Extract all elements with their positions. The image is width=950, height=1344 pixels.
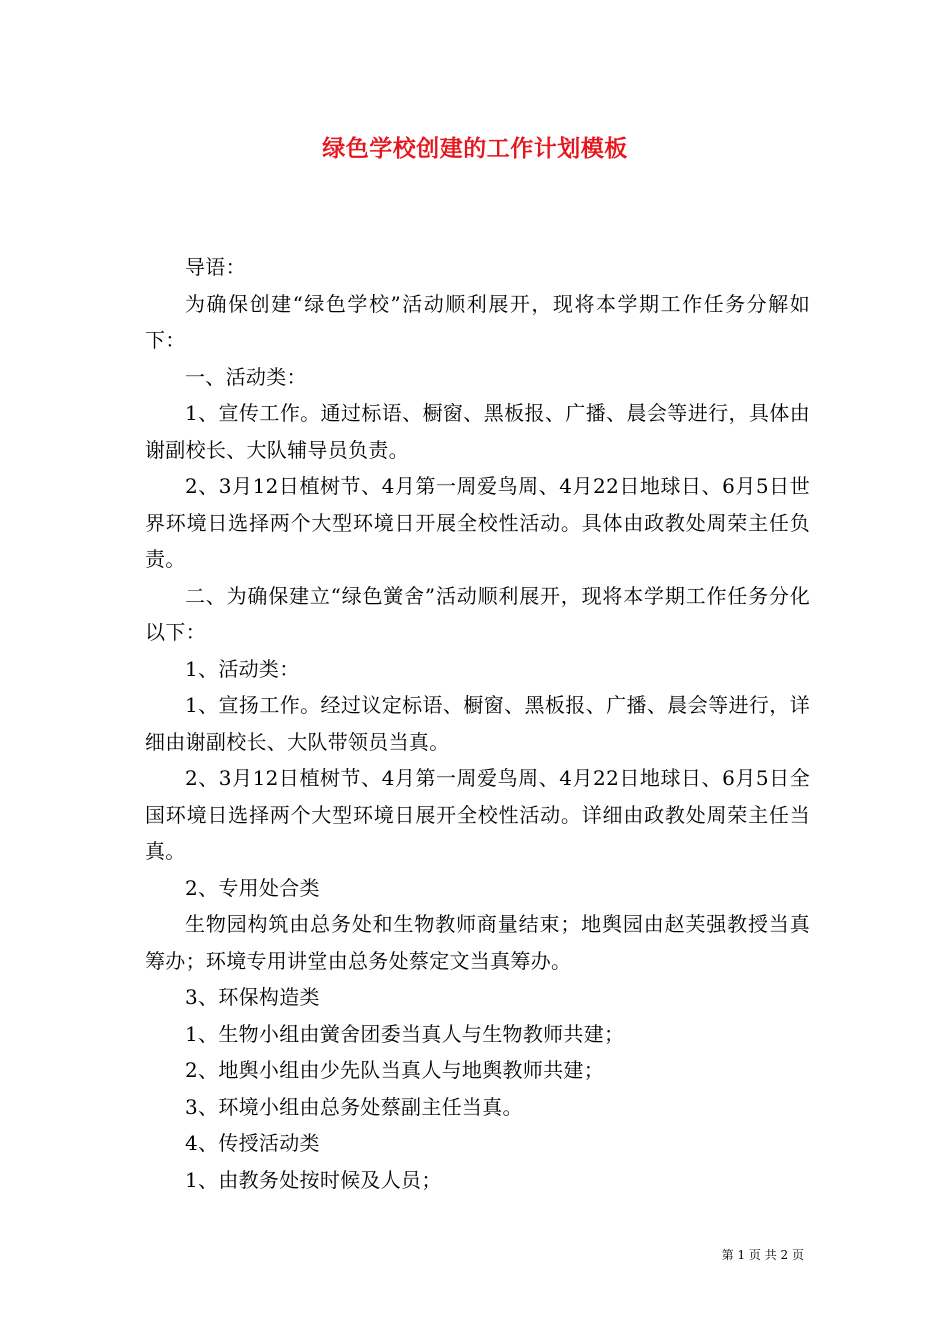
paragraph: 生物园构筑由总务处和生物教师商量结束；地舆园由赵芙强教授当真筹办；环境专用讲堂由总务处蔡定文当真筹办。: [145, 912, 810, 973]
paragraph: 3、环保构造类: [185, 985, 320, 1009]
paragraph: 2、3月12日植树节、4月第一周爱鸟周、4月22日地球日、6月5日全国环境日选择两个大型环境日展开全校性活动。详细由政教处周荣主任当真。: [145, 766, 810, 863]
paragraph: 1、生物小组由黉舍团委当真人与生物教师共建；: [185, 1021, 625, 1046]
paragraph: 一、活动类：: [185, 364, 307, 389]
page-number-footer: 第 1 页 共 2 页: [721, 1248, 804, 1262]
paragraph: 2、地舆小组由少先队当真人与地舆教师共建；: [185, 1058, 605, 1082]
paragraph: 1、活动类：: [185, 656, 300, 681]
paragraph: 导语：: [185, 255, 246, 279]
paragraph: 3、环境小组由总务处蔡副主任当真。: [185, 1094, 523, 1119]
paragraph: 1、由教务处按时候及人员；: [185, 1167, 442, 1192]
paragraph: 二、为确保建立“绿色黉舍”活动顺利展开，现将本学期工作任务分化以下：: [145, 583, 810, 644]
paragraph: 为确保创建“绿色学校”活动顺利展开，现将本学期工作任务分解如下：: [145, 291, 810, 352]
paragraph: 2、3月12日植树节、4月第一周爱鸟周、4月22日地球日、6月5日世界环境日选择两个大型环境日开展全校性活动。具体由政教处周荣主任负责。: [145, 474, 810, 571]
paragraph: 4、传授活动类: [185, 1131, 320, 1155]
document-body: [145, 249, 810, 1198]
paragraph: 1、宣传工作。通过标语、橱窗、黑板报、广播、晨会等进行，具体由谢副校长、大队辅导员负责。: [145, 401, 810, 462]
paragraph: 1、宣扬工作。经过议定标语、橱窗、黑板报、广播、晨会等进行，详细由谢副校长、大队带领员当真。: [145, 693, 810, 754]
document-title: 绿色学校创建的工作计划模板: [322, 136, 628, 162]
paragraph: 2、专用处合类: [185, 875, 320, 900]
